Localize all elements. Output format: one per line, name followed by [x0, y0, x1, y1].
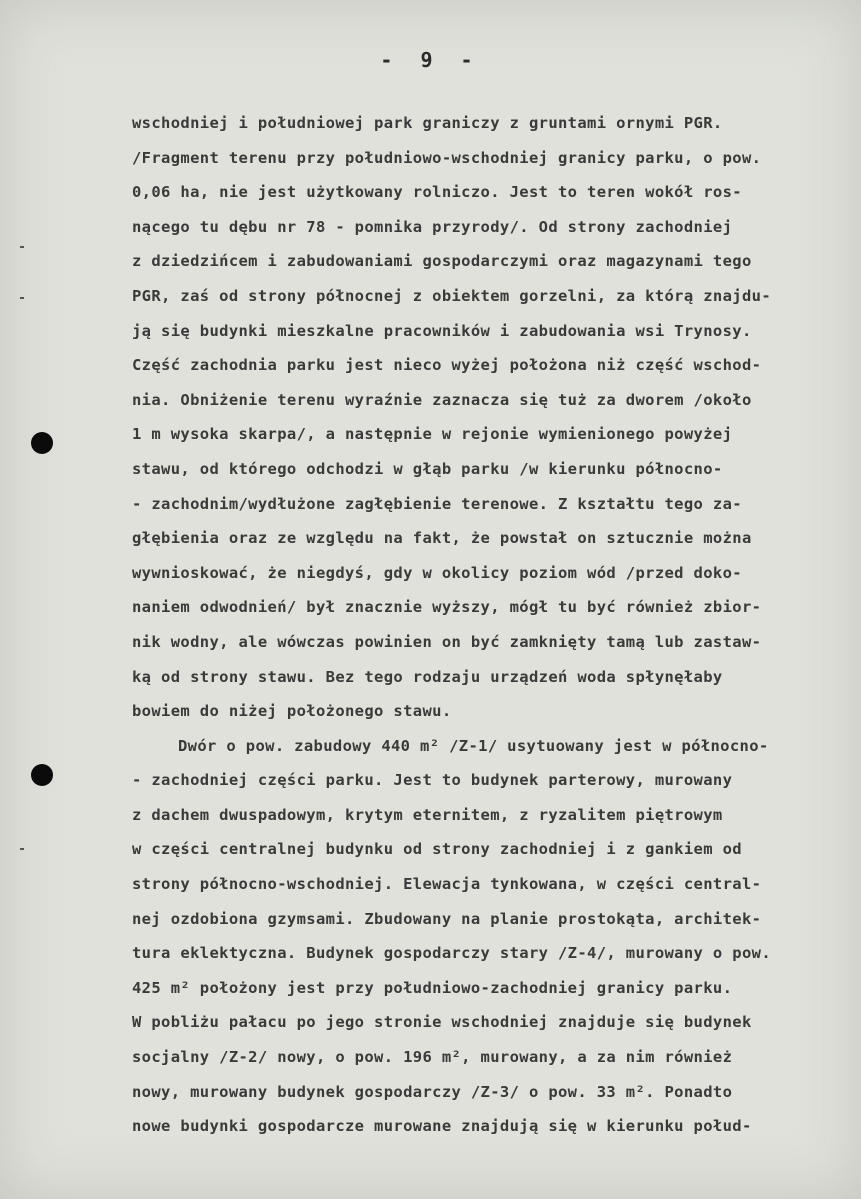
text-line: wywnioskować, że niegdyś, gdy w okolicy poziom wód /przed doko-	[132, 563, 742, 582]
text-line: nej ozdobiona gzymsami. Zbudowany na planie prostokąta, architek-	[132, 909, 762, 928]
text-line: ką od strony stawu. Bez tego rodzaju urządzeń woda spłynęłaby	[132, 667, 723, 686]
text-line: 425 m² położony jest przy południowo-zachodniej granicy parku.	[132, 978, 733, 997]
text-line: - zachodniej części parku. Jest to budynek parterowy, murowany	[132, 771, 733, 790]
text-line: W pobliżu pałacu po jego stronie wschodniej znajduje się budynek	[132, 1013, 752, 1032]
text-line: z dziedzińcem i zabudowaniami gospodarczymi oraz magazynami tego	[132, 252, 752, 271]
text-line: - zachodnim/wydłużone zagłębienie terenowe. Z kształtu tego za-	[132, 494, 742, 513]
punch-hole	[31, 432, 53, 454]
text-line: ją się budynki mieszkalne pracowników i zabudowania wsi Trynosy.	[132, 321, 752, 340]
text-line: nącego tu dębu nr 78 - pomnika przyrody/. Od strony zachodniej	[132, 217, 733, 236]
text-line: nowy, murowany budynek gospodarczy /Z-3/ o pow. 33 m². Ponadto	[132, 1082, 733, 1101]
text-line: wschodniej i południowej park graniczy z gruntami ornymi PGR.	[132, 114, 723, 132]
page-number: - 9 -	[380, 48, 481, 72]
text-line: /Fragment terenu przy południowo-wschodniej granicy parku, o pow.	[132, 148, 762, 167]
text-line: głębienia oraz ze względu na fakt, że powstał on sztucznie można	[132, 529, 752, 548]
text-line: 0,06 ha, nie jest użytkowany rolniczo. Jest to teren wokół ros-	[132, 183, 742, 202]
text-line: Dwór o pow. zabudowy 440 m² /Z-1/ usytuowany jest w północno-	[178, 736, 769, 755]
text-line: nowe budynki gospodarcze murowane znajdują się w kierunku połud-	[132, 1117, 752, 1136]
text-line: tura eklektyczna. Budynek gospodarczy stary /Z-4/, murowany o pow.	[132, 944, 771, 963]
text-line: bowiem do niżej położonego stawu.	[132, 702, 452, 721]
text-line: naniem odwodnień/ był znacznie wyższy, mógł tu być również zbior-	[132, 598, 762, 617]
punch-hole	[31, 764, 53, 786]
margin-mark	[20, 848, 24, 850]
text-line: 1 m wysoka skarpa/, a następnie w rejonie wymienionego powyżej	[132, 425, 733, 444]
body-text	[132, 106, 844, 1144]
margin-mark	[20, 246, 24, 248]
text-line: stawu, od którego odchodzi w głąb parku /w kierunku północno-	[132, 459, 723, 478]
text-line: nia. Obniżenie terenu wyraźnie zaznacza się tuż za dworem /około	[132, 390, 752, 409]
text-line: nik wodny, ale wówczas powinien on być zamknięty tamą lub zastaw-	[132, 632, 762, 651]
text-line: socjalny /Z-2/ nowy, o pow. 196 m², murowany, a za nim również	[132, 1048, 733, 1067]
text-line: PGR, zaś od strony północnej z obiektem gorzelni, za którą znajdu-	[132, 286, 771, 305]
margin-mark	[20, 297, 24, 299]
text-line: w części centralnej budynku od strony zachodniej i z gankiem od	[132, 840, 742, 859]
text-line: Część zachodnia parku jest nieco wyżej położona niż część wschod-	[132, 356, 762, 375]
text-line: strony północno-wschodniej. Elewacja tynkowana, w części central-	[132, 875, 762, 894]
text-line: z dachem dwuspadowym, krytym eternitem, z ryzalitem piętrowym	[132, 805, 723, 824]
